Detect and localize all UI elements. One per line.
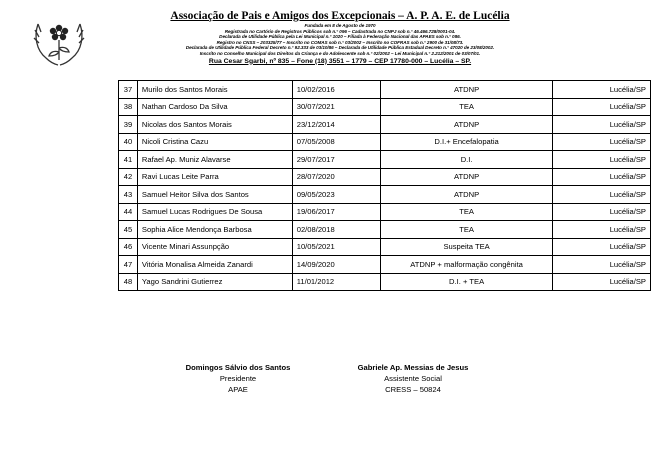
city: Lucélia/SP [553,221,651,239]
diagnosis: ATDNP + malformação congênita [380,256,553,274]
table-row [119,133,651,151]
student-name: Vitória Monalisa Almeida Zanardi [137,256,292,274]
city: Lucélia/SP [553,203,651,221]
header-line: Fundada em 8 de Agosto de 1970 [304,23,376,28]
table-row [119,98,651,116]
signer-role: Assistente Social [384,374,442,383]
header-line: Registro no CNSS – 203325/77 – Inscrito no COMAS sob n.° 03/2002 – Inscrito no COFRAS sob n.° 2900 de 31/08/73. [216,39,464,45]
diagnosis: ATDNP [380,168,553,186]
student-roster-table [118,80,651,291]
city: Lucélia/SP [553,151,651,169]
city: Lucélia/SP [553,256,651,274]
city: Lucélia/SP [553,186,651,204]
row-number: 40 [119,133,138,151]
table-row [119,273,651,291]
birth-date: 10/05/2021 [292,238,380,256]
row-number: 42 [119,168,138,186]
birth-date: 07/05/2008 [292,133,380,151]
header-line: Declarada de Utilidade Pública pela Lei Municipal n.° 1020 – Filiada à Federação Nacional das APAES sob n.° 086. [219,34,461,40]
student-name: Vicente Minari Assunpção [137,238,292,256]
student-name: Samuel Lucas Rodrigues De Sousa [137,203,292,221]
student-name: Yago Sandrini Gutierrez [137,273,292,291]
letterhead [100,10,580,66]
header-line: Inscrito no Conselho Municipal dos Direitos da Criança e do Adolescente sob n.° 02/2002 – Lei Municipal n.° 2.212/2001 de 03/07/01. [199,50,481,56]
row-number: 47 [119,256,138,274]
student-name: Sophia Alice Mendonça Barbosa [137,221,292,239]
student-name: Rafael Ap. Muniz Alavarse [137,151,292,169]
birth-date: 10/02/2016 [292,81,380,99]
student-name: Samuel Heitor Silva dos Santos [137,186,292,204]
table-row [119,256,651,274]
row-number: 43 [119,186,138,204]
signer-registration: CRESS – 50824 [385,385,441,394]
signer-organization: APAE [228,385,248,394]
student-name: Nicolas dos Santos Morais [137,116,292,134]
header-line: Registrada no Cartório de Registros Públicos sob n.° 096 – Cadastrada no CNPJ sob n.° 46.466.728/0001-04. [224,28,456,34]
birth-date: 28/07/2020 [292,168,380,186]
signature-block-social-worker [343,362,483,395]
diagnosis: Suspeita TEA [380,238,553,256]
table-row [119,168,651,186]
student-name: Murilo dos Santos Morais [137,81,292,99]
header-line: Declarada de Utilidade Pública Federal Decreto n.° 92.333 de 03/10/86 – Declarada de Utilidade Pública Estadual Decreto n.° 47020 de 23/08/2002. [185,45,495,51]
city: Lucélia/SP [553,81,651,99]
row-number: 48 [119,273,138,291]
signer-name: Gabriele Ap. Messias de Jesus [357,363,469,372]
diagnosis: ATDNP [380,116,553,134]
table-row [119,81,651,99]
birth-date: 02/08/2018 [292,221,380,239]
organization-address: Rua Cesar Sgarbi, nº 835 – Fone (18) 3551 – 1779 – CEP 17780-000 – Lucélia – SP. [208,57,472,65]
signature-block-president [168,362,308,395]
organization-name: Associação de Pais e Amigos dos Excepcionais – A. P. A. E. de Lucélia [170,10,510,22]
table-row [119,151,651,169]
city: Lucélia/SP [553,168,651,186]
diagnosis: TEA [380,203,553,221]
diagnosis: ATDNP [380,186,553,204]
student-name: Nicoli Cristina Cazu [137,133,292,151]
row-number: 41 [119,151,138,169]
birth-date: 19/06/2017 [292,203,380,221]
student-name: Ravi Lucas Leite Parra [137,168,292,186]
row-number: 44 [119,203,138,221]
birth-date: 09/05/2023 [292,186,380,204]
table-row [119,238,651,256]
diagnosis: D.I. [380,151,553,169]
table-row [119,203,651,221]
row-number: 39 [119,116,138,134]
row-number: 45 [119,221,138,239]
row-number: 38 [119,98,138,116]
city: Lucélia/SP [553,273,651,291]
table-row [119,186,651,204]
city: Lucélia/SP [553,133,651,151]
birth-date: 11/01/2012 [292,273,380,291]
student-name: Nathan Cardoso Da Silva [137,98,292,116]
birth-date: 23/12/2014 [292,116,380,134]
signer-role: Presidente [219,374,257,383]
table-row [119,116,651,134]
city: Lucélia/SP [553,116,651,134]
table-row [119,221,651,239]
birth-date: 29/07/2017 [292,151,380,169]
diagnosis: D.I.+ Encefalopatia [380,133,553,151]
diagnosis: D.I. + TEA [380,273,553,291]
diagnosis: TEA [380,221,553,239]
birth-date: 14/09/2020 [292,256,380,274]
diagnosis: TEA [380,98,553,116]
city: Lucélia/SP [553,238,651,256]
city: Lucélia/SP [553,98,651,116]
apae-logo [28,10,90,72]
birth-date: 30/07/2021 [292,98,380,116]
row-number: 37 [119,81,138,99]
signer-name: Domingos Sálvio dos Santos [185,363,291,372]
row-number: 46 [119,238,138,256]
diagnosis: ATDNP [380,81,553,99]
